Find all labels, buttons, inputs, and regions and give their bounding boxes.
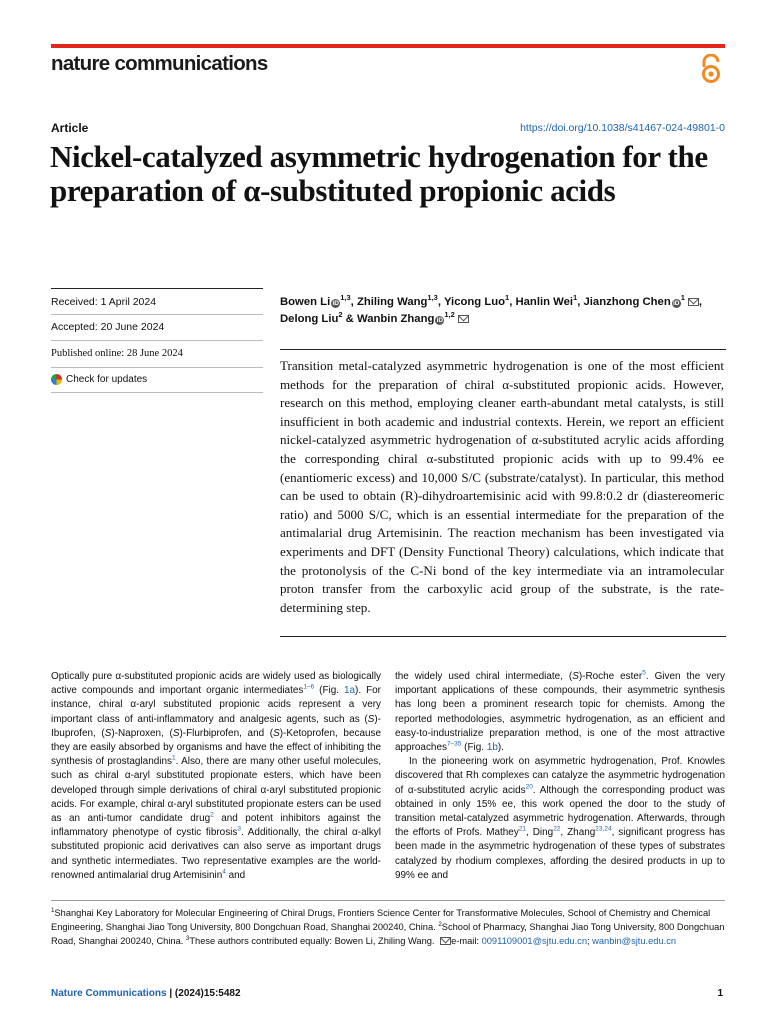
author-separator: ,: [577, 296, 584, 308]
reference-link[interactable]: 1–6: [303, 683, 315, 691]
dates-divider-3: [51, 367, 263, 368]
inline-link[interactable]: wanbin@sjtu.edu.cn: [592, 936, 677, 946]
author-name[interactable]: [280, 293, 351, 308]
author-name-text: Bowen Li: [280, 296, 331, 308]
text-run: )-Ketoprofen, because they are easily absorbed by organisms and have the effect of inhibiting the synthesis of prostaglandins: [51, 727, 381, 768]
text-run: Optically pure α-substituted propionic acids are widely used as biologically active compounds and important organic intermediates: [51, 671, 381, 697]
affiliation-superscript: 1,3: [340, 293, 351, 303]
text-run: and: [225, 869, 246, 881]
superscript: 1: [51, 906, 55, 914]
mail-icon[interactable]: [458, 315, 469, 323]
abstract-text: Transition metal-catalyzed asymmetric hydrogenation is one of the most efficient methods for the preparation of chiral α-substituted propionic acids. However, research on this method, employing cleaner earth-abundant metal catalysts, is still insufficient in both academic and industrial contexts. Herein, we report an efficient nickel-catalyzed asymmetric hydrogenation of α-substituted acrylic acids affording the corresponding chiral α-substituted propionic acids with up to 99.4% ee (enantiomeric excess) and 10,000 S/C (substrate/catalyst). In particular, this method can be used to obtain (R)-dihydroartemisinic acid with 99.8:0.2 dr (diastereomeric ratio) and 5000 S/C, which is an essential intermediate for the preparation of the antimalarial drug Artemisinin. The reaction mechanism has been investigated via experiments and DFT (Density Functional Theory) calculations, which indicate that the protonolysis of the C-Ni bond of the key intermediate via an intramolecular proton transfer from the carboxylic acid group of the substrate, is the rate-determining step.: [280, 358, 724, 615]
journal-brand[interactable]: nature communications: [51, 52, 268, 75]
accepted-date: Accepted: 20 June 2024: [51, 321, 165, 333]
reference-link[interactable]: 23,24: [595, 825, 612, 833]
text-run: In the pioneering work on asymmetric hydrogenation, Prof. Knowles discovered that Rh complexes can catalyze the asymmetric hydrogenation of α-substituted acrylic acids: [395, 756, 725, 796]
body-paragraph: [395, 670, 725, 755]
body-column-left: [51, 670, 381, 883]
text-run: )-Naproxen, (: [111, 727, 173, 739]
text-run: These authors contributed equally: Bowen Li, Zhiling Wang.: [189, 936, 438, 946]
text-run: the widely used chiral intermediate, (: [395, 671, 573, 682]
text-run: S: [104, 727, 112, 739]
author-name-text: Hanlin Wei: [515, 296, 574, 308]
reference-link[interactable]: 7–35: [446, 740, 462, 748]
text-run: . Also, there are many other useful molecules, such as chiral α-aryl substituted propionate esters, which have been developed through simple derivations of chiral α-aryl substituted propionic acids. For example, chiral α-aryl substituted propionate esters can be used as an anti-tumor candidate drug: [51, 756, 381, 825]
author-separator: ,: [509, 296, 516, 308]
reference-link[interactable]: 21: [518, 825, 527, 833]
text-run: )-Ibuprofen, (: [51, 713, 381, 739]
affiliation-superscript: 1: [573, 293, 578, 303]
body-column-right: [395, 670, 725, 883]
text-run: , significant progress has been made in the asymmetric hydrogenation of these types of substrates catalyzed by rhodium complexes, affording the desired products in up to 99% ee and: [395, 827, 726, 881]
text-run: e-mail:: [451, 936, 482, 946]
text-run: S: [273, 727, 280, 739]
orcid-icon[interactable]: iD: [436, 317, 444, 324]
dates-divider-2: [51, 340, 263, 341]
text-run: ;: [587, 936, 593, 946]
author-separator: ,: [437, 296, 444, 308]
affiliation-superscript: 1,2: [444, 310, 455, 320]
author-name[interactable]: [443, 293, 510, 308]
text-run: Shanghai Key Laboratory for Molecular Engineering of Chiral Drugs, Frontiers Science Center for Transformative Molecules, School of Chemistry and Chemical Engineering, Shanghai Jiao Tong University, 800 Dongchuan Road, Shanghai 200240, China.: [51, 908, 711, 932]
author-list: [280, 294, 730, 328]
author-name[interactable]: [356, 310, 469, 325]
check-updates-icon: [51, 374, 62, 385]
text-run: S: [572, 671, 579, 682]
body-paragraph: [51, 670, 381, 883]
text-run: , Zhang: [560, 827, 596, 839]
reference-link[interactable]: 2: [210, 811, 214, 819]
inline-link[interactable]: 1b: [486, 742, 498, 754]
footer-citation: [51, 988, 241, 999]
author-name-text: Yicong Luo: [443, 296, 506, 308]
affiliations-text: [51, 906, 731, 948]
orcid-icon[interactable]: iD: [672, 300, 680, 307]
text-run: . Additionally, the chiral α-alkyl substituted propionic acid derivatives can also serve as important drugs and synthetic intermediates. Two representative examples are the world-renowned antimalarial drug Artemisinin: [51, 827, 381, 881]
reference-link[interactable]: 20: [525, 783, 533, 791]
author-name[interactable]: [515, 293, 578, 308]
dates-bottom-divider: [51, 392, 263, 393]
text-run: (Fig.: [314, 685, 344, 697]
published-date: Published online: 28 June 2024: [51, 348, 183, 359]
reference-link[interactable]: 1: [171, 754, 176, 762]
page-number: 1: [717, 988, 723, 999]
text-run: . Although the corresponding product was obtained in only 15% ee, this work opened the door to the study of transition metal-catalyzed asymmetric hydrogenation. Afterwards, through the efforts of Profs. Mathey: [395, 784, 726, 839]
text-run: ). For instance, chiral α-aryl substituted propionic acids represent a very important class of anti-inflammatory and analgesic agents, such as (: [51, 685, 381, 725]
author-name-text: Zhiling Wang: [356, 296, 428, 308]
author-name-text: Wanbin Zhang: [356, 313, 435, 325]
header-accent-bar: [51, 44, 725, 48]
mail-icon: [440, 937, 451, 945]
text-run: S: [367, 713, 375, 725]
affiliation-superscript: 1,3: [427, 293, 438, 303]
author-name[interactable]: [583, 293, 698, 308]
author-separator: ,: [350, 296, 357, 308]
text-run: (Fig.: [461, 742, 487, 754]
dates-top-divider: [51, 288, 263, 289]
check-for-updates-button[interactable]: [51, 374, 147, 385]
abstract-bottom-divider: [280, 636, 726, 637]
text-run: and potent inhibitors against the inflammatory phenotype of cystic fibrosis: [51, 813, 381, 839]
text-run: )-Roche ester: [578, 671, 643, 682]
open-access-icon: [700, 54, 722, 84]
received-date: Received: 1 April 2024: [51, 296, 157, 308]
reference-link[interactable]: 3: [237, 825, 241, 833]
author-name-text: Jianzhong Chen: [583, 296, 671, 308]
reference-link[interactable]: 22: [553, 825, 561, 833]
affiliation-superscript: 2: [338, 310, 343, 320]
body-paragraph: [395, 755, 725, 883]
text-run: , Ding: [526, 827, 554, 839]
footer-journal-link[interactable]: Nature Communications: [51, 988, 167, 999]
dates-divider-1: [51, 314, 263, 315]
text-run: )-Flurbiprofen, and (: [179, 727, 274, 739]
superscript: 2: [438, 920, 442, 928]
doi-link[interactable]: https://doi.org/10.1038/s41467-024-49801-0: [520, 122, 725, 134]
check-for-updates-label: Check for updates: [66, 374, 148, 385]
article-title: Nickel-catalyzed asymmetric hydrogenation for the preparation of α-substituted propionic acids: [50, 139, 708, 208]
reference-link[interactable]: 5: [642, 669, 646, 677]
text-run: . Given the very important applications of these compounds, their asymmetric synthesis has long been a prominent research topic for chemists. Among the reported methodologies, asymmetric hydrogenation, as an efficient and easy-to-industrialize preparation method, is one of the most attractive approaches: [395, 671, 725, 754]
text-run: ).: [497, 742, 504, 754]
author-name[interactable]: [280, 310, 343, 325]
inline-link[interactable]: 1a: [343, 685, 356, 697]
author-name[interactable]: [356, 293, 438, 308]
text-run: S: [172, 727, 180, 739]
superscript: 3: [185, 934, 190, 942]
orcid-icon[interactable]: iD: [332, 300, 339, 307]
author-separator: ,: [698, 296, 703, 308]
text-run: School of Pharmacy, Shanghai Jiao Tong University, 800 Dongchuan Road, Shanghai 200240, China.: [51, 922, 725, 946]
author-separator: &: [342, 313, 357, 325]
inline-link[interactable]: 0091109001@sjtu.edu.cn: [481, 936, 587, 946]
mail-icon[interactable]: [688, 298, 699, 306]
article-type-label: Article: [51, 121, 89, 135]
affiliation-superscript: 1: [505, 293, 510, 303]
affiliation-superscript: 1: [680, 293, 685, 303]
abstract-top-divider: [280, 349, 726, 350]
reference-link[interactable]: 4: [222, 868, 226, 876]
author-name-text: Delong Liu: [280, 313, 339, 325]
footer-volume: | (2024)15:5482: [166, 988, 241, 999]
affiliations-divider: [51, 900, 725, 901]
